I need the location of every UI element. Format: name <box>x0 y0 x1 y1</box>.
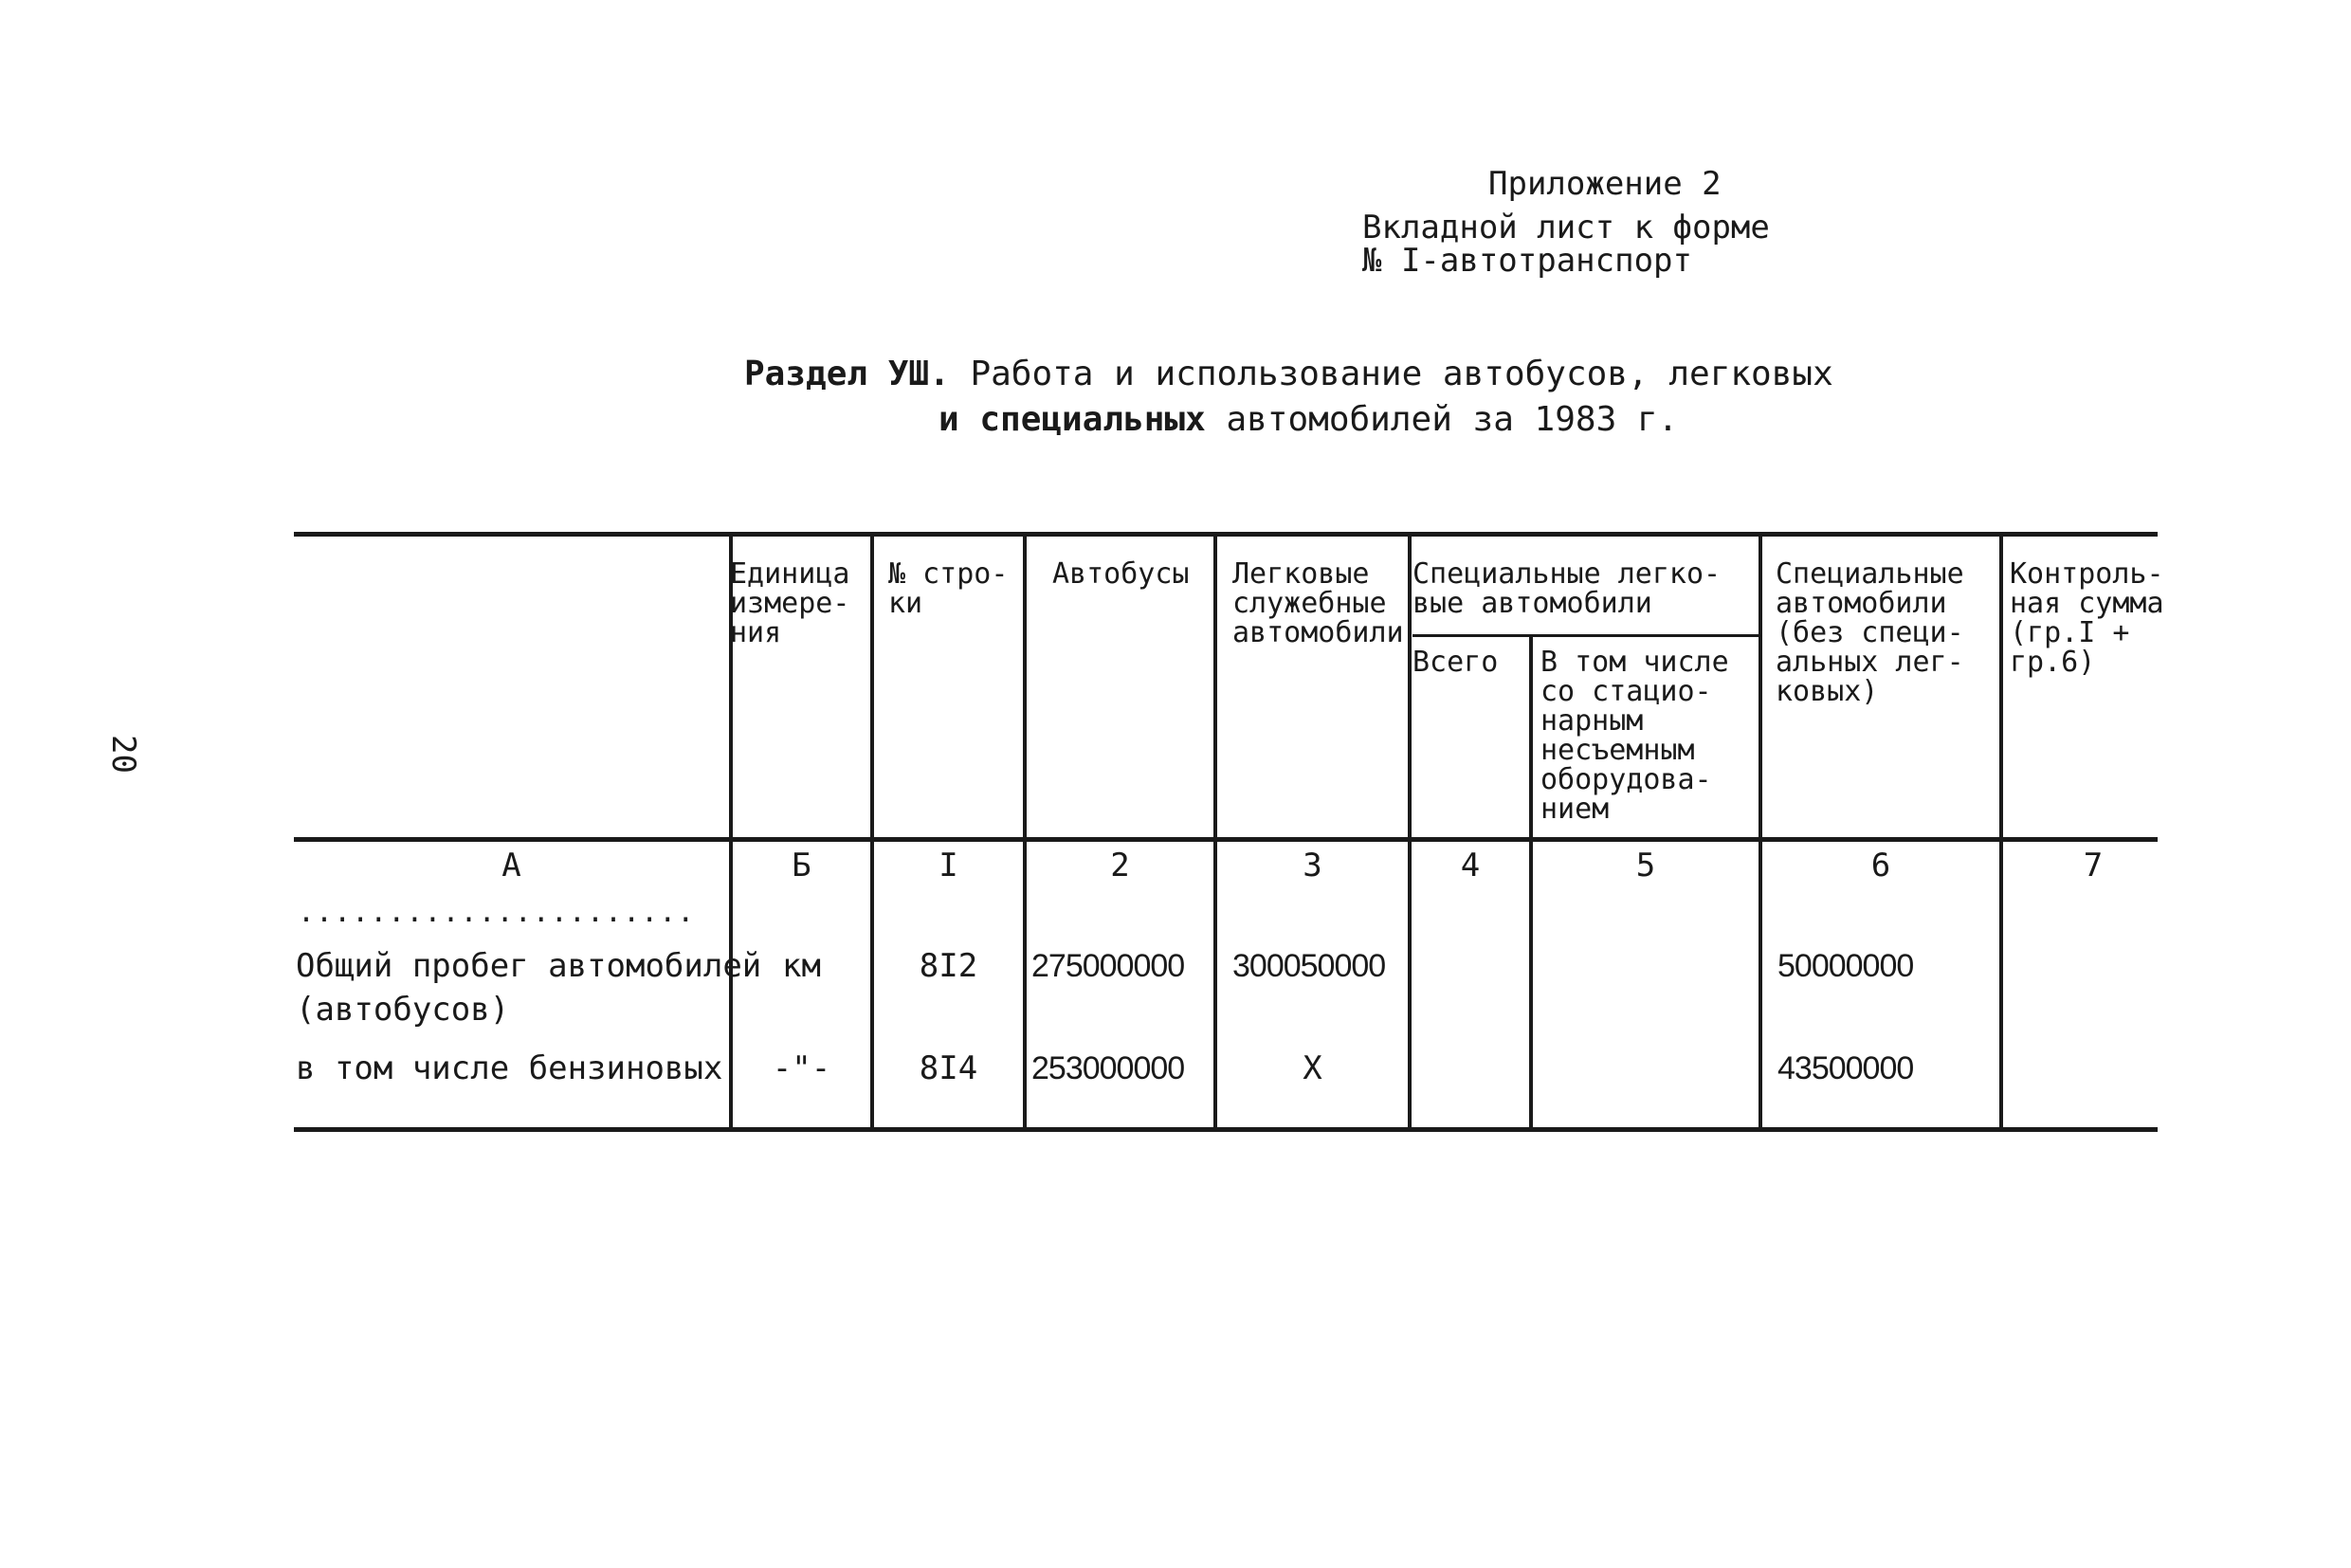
header-buses: Автобусы <box>1052 557 1190 591</box>
header-special-cars: Специальные легко- вые автомобили <box>1412 557 1722 620</box>
header-control-sum: Контроль- ная сумма (гр.I + гр.6) <box>2010 557 2164 679</box>
colnum-a: А <box>501 847 521 884</box>
header-total: Всего <box>1412 646 1499 679</box>
header-row-number: № стро- ки <box>888 557 1009 620</box>
colnum-5: 5 <box>1635 847 1656 884</box>
header-unit: Единица измере- ния <box>730 557 850 649</box>
row2-cars: Х <box>1303 1049 1322 1087</box>
subheader-rule <box>1412 634 1761 637</box>
col-rule-4 <box>1213 534 1217 1130</box>
header-special-vehicles: Специальные автомобили (без специ- альных лег- ковых) <box>1776 557 1964 708</box>
col-rule-5 <box>1408 534 1412 1130</box>
col-rule-2 <box>870 534 874 1130</box>
section-title-year: автомобилей за 1983 г. <box>1226 400 1679 439</box>
row1-label-cont: (автобусов) <box>296 991 510 1029</box>
table-bottom-rule <box>294 1127 2158 1132</box>
colnum-3: 3 <box>1303 847 1322 884</box>
row1-label: Общий пробег автомобилей <box>296 947 762 985</box>
row2-buses: 253000000 <box>1031 1050 1185 1086</box>
header-cars: Легковые служебные автомобили <box>1232 557 1404 649</box>
dotted-leader: ...................... <box>298 896 696 929</box>
colnum-6: 6 <box>1870 847 1891 884</box>
appendix-form-number: № I-автотранспорт <box>1362 242 1692 280</box>
table-top-rule <box>294 532 2158 537</box>
colnum-7: 7 <box>2083 847 2104 884</box>
colnum-b: Б <box>792 847 811 884</box>
row1-unit: км <box>782 947 821 985</box>
row2-unit: -"- <box>772 1049 831 1087</box>
section-title-line2 <box>939 401 1678 439</box>
header-bottom-rule <box>294 837 2158 842</box>
row1-cars: 300050000 <box>1232 948 1386 984</box>
colnum-2: 2 <box>1110 847 1130 884</box>
col-rule-8 <box>1999 534 2003 1130</box>
row2-special-vehicles: 43500000 <box>1777 1050 1914 1086</box>
header-incl-stationary: В том числе со стацио- нарным несъемным оборудова- нием <box>1540 646 1729 826</box>
row2-row-number: 8I4 <box>919 1049 978 1087</box>
section-title-line1 <box>744 356 1833 393</box>
section-title-bold: и специальных <box>939 400 1206 439</box>
row1-special-vehicles: 50000000 <box>1777 948 1914 984</box>
row1-row-number: 8I2 <box>919 947 978 985</box>
row2-label: в том числе бензиновых <box>296 1049 723 1087</box>
section-title-text: Работа и использование автобусов, легковых <box>970 355 1833 393</box>
page-number: 20 <box>104 735 142 774</box>
row1-buses: 275000000 <box>1031 948 1185 984</box>
appendix-label: Приложение 2 <box>1488 165 1722 203</box>
col-rule-3 <box>1023 534 1027 1130</box>
colnum-1: I <box>939 847 958 884</box>
appendix-insert-sheet: Вкладной лист к форме <box>1362 209 1770 246</box>
col-rule-7 <box>1759 534 1762 1130</box>
colnum-4: 4 <box>1460 847 1481 884</box>
section-number: Раздел УШ. <box>744 355 950 393</box>
